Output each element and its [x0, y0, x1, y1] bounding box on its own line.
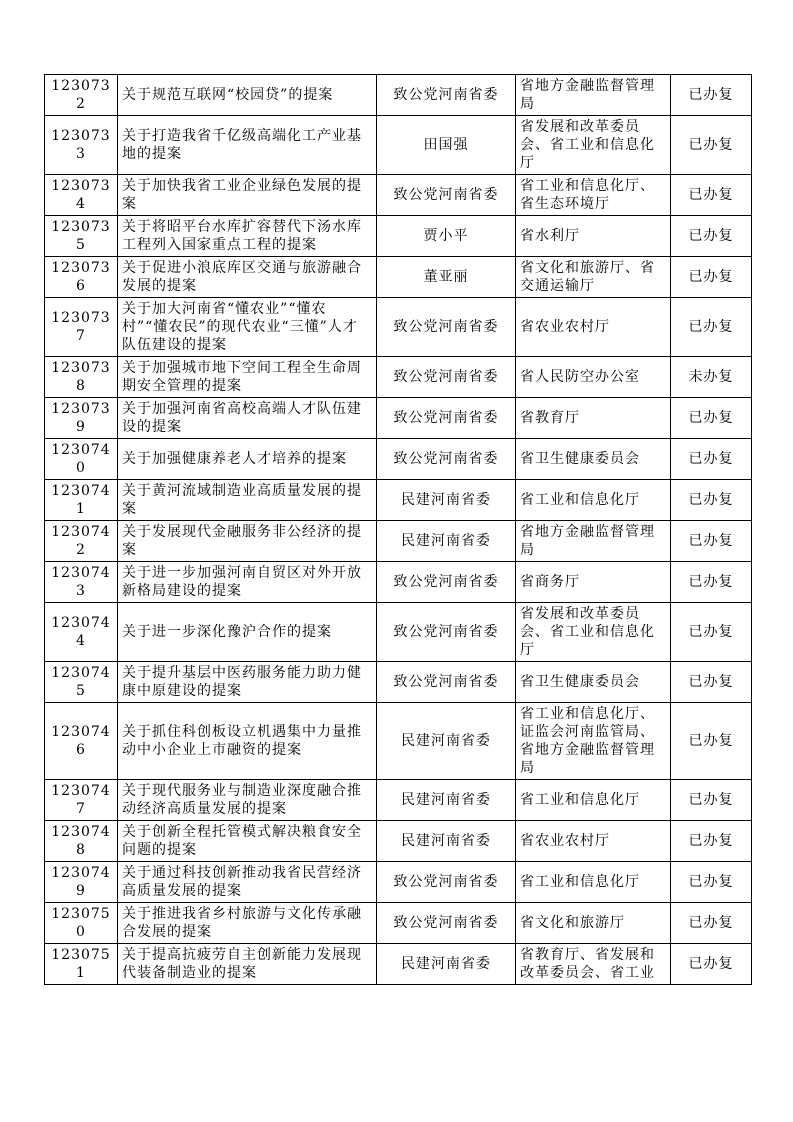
- proposal-id-cell: 1230748: [45, 821, 118, 862]
- handling-unit-cell: 省工业和信息化厅: [516, 480, 671, 521]
- status-cell: 已办复: [671, 944, 752, 985]
- proposer-cell: 致公党河南省委: [377, 603, 516, 662]
- status-cell: 已办复: [671, 562, 752, 603]
- proposal-id-cell: 1230741: [45, 480, 118, 521]
- handling-unit-cell: 省教育厅、省发展和改革委员会、省工业: [516, 944, 671, 985]
- proposal-title-cell: 关于促进小浪底库区交通与旅游融合发展的提案: [118, 257, 377, 298]
- status-cell: 已办复: [671, 903, 752, 944]
- handling-unit-cell: 省人民防空办公室: [516, 357, 671, 398]
- proposal-title-cell: 关于进一步深化豫沪合作的提案: [118, 603, 377, 662]
- status-cell: 已办复: [671, 216, 752, 257]
- status-cell: 已办复: [671, 521, 752, 562]
- proposer-cell: 田国强: [377, 116, 516, 175]
- handling-unit-cell: 省工业和信息化厅、省生态环境厅: [516, 175, 671, 216]
- proposal-title-cell: 关于推进我省乡村旅游与文化传承融合发展的提案: [118, 903, 377, 944]
- proposal-title-cell: 关于加强河南省高校高端人才队伍建设的提案: [118, 398, 377, 439]
- proposer-cell: 致公党河南省委: [377, 662, 516, 703]
- handling-unit-cell: 省卫生健康委员会: [516, 439, 671, 480]
- proposal-title-cell: 关于黄河流域制造业高质量发展的提案: [118, 480, 377, 521]
- proposal-title-cell: 关于进一步加强河南自贸区对外开放新格局建设的提案: [118, 562, 377, 603]
- table-row: [45, 780, 752, 821]
- proposal-id-cell: 1230749: [45, 862, 118, 903]
- table-row: [45, 903, 752, 944]
- proposal-id-cell: 1230742: [45, 521, 118, 562]
- table-row: [45, 480, 752, 521]
- proposer-cell: 贾小平: [377, 216, 516, 257]
- proposer-cell: 致公党河南省委: [377, 75, 516, 116]
- proposal-id-cell: 1230733: [45, 116, 118, 175]
- proposer-cell: 致公党河南省委: [377, 298, 516, 357]
- proposal-title-cell: 关于加强城市地下空间工程全生命周期安全管理的提案: [118, 357, 377, 398]
- status-cell: 已办复: [671, 298, 752, 357]
- proposals-table: [44, 74, 752, 985]
- proposal-title-cell: 关于抓住科创板设立机遇集中力量推动中小企业上市融资的提案: [118, 703, 377, 780]
- table-row: [45, 357, 752, 398]
- proposal-id-cell: 1230743: [45, 562, 118, 603]
- table-row: [45, 562, 752, 603]
- handling-unit-cell: 省水利厅: [516, 216, 671, 257]
- status-cell: 已办复: [671, 116, 752, 175]
- proposer-cell: 民建河南省委: [377, 821, 516, 862]
- table-row: [45, 603, 752, 662]
- proposer-cell: 民建河南省委: [377, 521, 516, 562]
- proposal-title-cell: 关于打造我省千亿级高端化工产业基地的提案: [118, 116, 377, 175]
- proposer-cell: 致公党河南省委: [377, 398, 516, 439]
- status-cell: 已办复: [671, 257, 752, 298]
- proposer-cell: 民建河南省委: [377, 780, 516, 821]
- table-row: [45, 398, 752, 439]
- status-cell: 已办复: [671, 662, 752, 703]
- table-row: [45, 662, 752, 703]
- handling-unit-cell: 省教育厅: [516, 398, 671, 439]
- proposer-cell: 致公党河南省委: [377, 439, 516, 480]
- table-row: [45, 75, 752, 116]
- table-row: [45, 257, 752, 298]
- proposal-id-cell: 1230751: [45, 944, 118, 985]
- proposal-id-cell: 1230738: [45, 357, 118, 398]
- proposal-id-cell: 1230746: [45, 703, 118, 780]
- handling-unit-cell: 省商务厅: [516, 562, 671, 603]
- proposal-id-cell: 1230736: [45, 257, 118, 298]
- proposal-title-cell: 关于规范互联网“校园贷”的提案: [118, 75, 377, 116]
- proposal-id-cell: 1230744: [45, 603, 118, 662]
- table-row: [45, 439, 752, 480]
- table-row: [45, 703, 752, 780]
- proposal-id-cell: 1230750: [45, 903, 118, 944]
- handling-unit-cell: 省卫生健康委员会: [516, 662, 671, 703]
- status-cell: 已办复: [671, 780, 752, 821]
- status-cell: 已办复: [671, 862, 752, 903]
- status-cell: 已办复: [671, 439, 752, 480]
- table-row: [45, 175, 752, 216]
- table-row: [45, 216, 752, 257]
- proposal-title-cell: 关于现代服务业与制造业深度融合推动经济高质量发展的提案: [118, 780, 377, 821]
- proposal-id-cell: 1230740: [45, 439, 118, 480]
- proposal-title-cell: 关于加大河南省“懂农业”“懂农村”“懂农民”的现代农业“三懂”人才队伍建设的提案: [118, 298, 377, 357]
- status-cell: 已办复: [671, 175, 752, 216]
- handling-unit-cell: 省文化和旅游厅、省交通运输厅: [516, 257, 671, 298]
- proposal-id-cell: 1230737: [45, 298, 118, 357]
- proposer-cell: 民建河南省委: [377, 480, 516, 521]
- proposal-title-cell: 关于通过科技创新推动我省民营经济高质量发展的提案: [118, 862, 377, 903]
- proposal-id-cell: 1230747: [45, 780, 118, 821]
- proposer-cell: 民建河南省委: [377, 944, 516, 985]
- handling-unit-cell: 省文化和旅游厅: [516, 903, 671, 944]
- status-cell: 已办复: [671, 821, 752, 862]
- handling-unit-cell: 省地方金融监督管理局: [516, 75, 671, 116]
- handling-unit-cell: 省工业和信息化厅、证监会河南监管局、省地方金融监督管理局: [516, 703, 671, 780]
- status-cell: 已办复: [671, 480, 752, 521]
- proposal-title-cell: 关于加快我省工业企业绿色发展的提案: [118, 175, 377, 216]
- table-row: [45, 821, 752, 862]
- proposal-id-cell: 1230734: [45, 175, 118, 216]
- handling-unit-cell: 省发展和改革委员会、省工业和信息化厅: [516, 116, 671, 175]
- proposer-cell: 致公党河南省委: [377, 562, 516, 603]
- proposals-table-body: [45, 75, 752, 985]
- status-cell: 已办复: [671, 398, 752, 439]
- handling-unit-cell: 省工业和信息化厅: [516, 862, 671, 903]
- proposer-cell: 致公党河南省委: [377, 175, 516, 216]
- proposer-cell: 民建河南省委: [377, 703, 516, 780]
- table-row: [45, 298, 752, 357]
- handling-unit-cell: 省发展和改革委员会、省工业和信息化厅: [516, 603, 671, 662]
- proposal-id-cell: 1230739: [45, 398, 118, 439]
- proposal-id-cell: 1230735: [45, 216, 118, 257]
- proposer-cell: 致公党河南省委: [377, 862, 516, 903]
- status-cell: 已办复: [671, 603, 752, 662]
- table-row: [45, 521, 752, 562]
- handling-unit-cell: 省农业农村厅: [516, 821, 671, 862]
- proposal-title-cell: 关于加强健康养老人才培养的提案: [118, 439, 377, 480]
- status-cell: 已办复: [671, 75, 752, 116]
- handling-unit-cell: 省农业农村厅: [516, 298, 671, 357]
- handling-unit-cell: 省地方金融监督管理局: [516, 521, 671, 562]
- table-row: [45, 944, 752, 985]
- proposal-title-cell: 关于创新全程托管模式解决粮食安全问题的提案: [118, 821, 377, 862]
- proposal-title-cell: 关于提高抗疲劳自主创新能力发展现代装备制造业的提案: [118, 944, 377, 985]
- status-cell: 已办复: [671, 703, 752, 780]
- status-cell: 未办复: [671, 357, 752, 398]
- proposer-cell: 董亚丽: [377, 257, 516, 298]
- table-row: [45, 116, 752, 175]
- proposer-cell: 致公党河南省委: [377, 903, 516, 944]
- table-row: [45, 862, 752, 903]
- handling-unit-cell: 省工业和信息化厅: [516, 780, 671, 821]
- proposer-cell: 致公党河南省委: [377, 357, 516, 398]
- proposal-title-cell: 关于将昭平台水库扩容替代下汤水库工程列入国家重点工程的提案: [118, 216, 377, 257]
- proposal-id-cell: 1230732: [45, 75, 118, 116]
- proposal-title-cell: 关于提升基层中医药服务能力助力健康中原建设的提案: [118, 662, 377, 703]
- proposal-title-cell: 关于发展现代金融服务非公经济的提案: [118, 521, 377, 562]
- proposal-id-cell: 1230745: [45, 662, 118, 703]
